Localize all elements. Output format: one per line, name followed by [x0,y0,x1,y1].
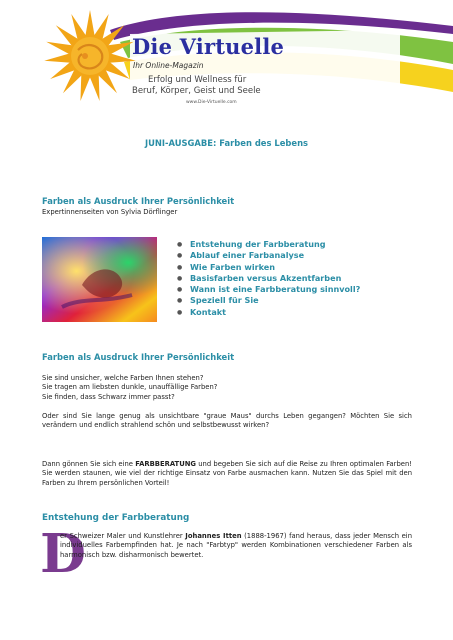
brand-slogan-line2: Beruf, Körper, Geist und Seele [132,86,261,96]
drop-cap: D [40,523,86,585]
bullet-icon: ● [177,308,183,316]
sun-logo-icon [40,6,140,106]
bullet-icon: ● [177,274,183,282]
toc-item[interactable]: ● Kontakt [177,306,227,317]
toc-item[interactable]: ● Entstehung der Farbberatung [177,239,326,249]
brand-tagline: Ihr Online-Magazin [133,61,204,70]
issue-title: JUNI-AUSGABE: Farben des Lebens [144,138,309,148]
bullet-icon: ● [177,252,183,260]
toc-item[interactable]: ● Speziell für Sie [177,295,259,306]
brand-url[interactable]: www.Die-Virtuelle.com [186,100,237,105]
section-heading-personality-2: Farben als Ausdruck Ihrer Persönlichkeit [42,352,235,362]
table-of-contents [177,239,360,318]
toc-item[interactable]: ● Ablauf einer Farbanalyse [177,250,305,261]
toc-item[interactable]: ● Basisfarben versus Akzentfarben [177,272,342,283]
paragraph-grey-mouse: Oder sind Sie lange genug als unsichtbare "graue Maus" durchs Leben gegangen? Möchten Sie sich verändern und endlich strahlend schön und selbstbewusst wirken? [42,412,412,430]
brand-slogan-line1: Erfolg und Wellness für [148,75,247,85]
paragraph-farbberatung: Dann gönnen Sie sich eine FARBBERATUNG und begeben Sie sich auf die Reise zu Ihren optimalen Farben! Sie werden staunen, wie viel der richtige Einsatz von Farbe ausmachen kann. Nutzen Sie das Spiel mit den Farben zu Ihrem persönlichen Vorteil! [42,460,412,487]
color-art-image [42,237,157,322]
bullet-icon: ● [177,297,183,305]
toc-item[interactable]: ● Wann ist eine Farbberatung sinnvoll? [177,284,361,295]
intro-questions: Sie sind unsicher, welche Farben Ihnen stehen? Sie tragen am liebsten dunkle, unauffällige Farben? Sie finden, dass Schwarz immer passt? [42,374,218,401]
paragraph-itten: er Schweizer Maler und Kunstlehrer Johannes Itten (1888-1967) fand heraus, dass jeder Mensch ein individuelles Farbempfinden hat. Je nach "Farbtyp" werden Kombinationen verschiedener Farben als harmonisch bzw. disharmonisch bewertet. [60,532,412,559]
bullet-icon: ● [177,263,183,271]
toc-item[interactable]: ● Wie Farben wirken [177,261,276,272]
bullet-icon: ● [177,241,183,248]
brand-title: Die Virtuelle [132,34,285,59]
bullet-icon: ● [177,286,183,294]
author-byline: Expertinnenseiten von Sylvia Dörflinger [42,208,178,216]
section-heading-origin: Entstehung der Farbberatung [42,513,190,523]
section-heading-personality: Farben als Ausdruck Ihrer Persönlichkeit [42,196,235,206]
